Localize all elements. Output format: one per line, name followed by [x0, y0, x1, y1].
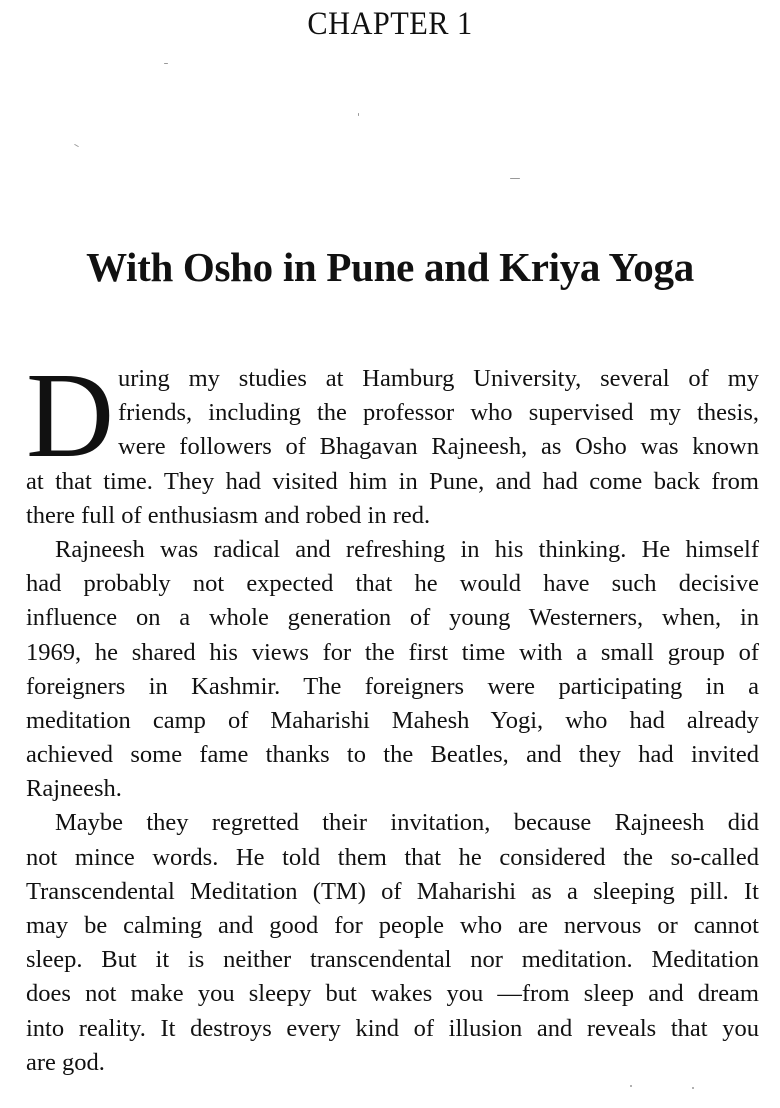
scan-speck — [510, 178, 520, 179]
text-line: into reality. It destroys every kind of illusion and reveals that you — [26, 1014, 759, 1042]
text-line: sleep. But it is neither transcendental nor meditation. Meditation — [26, 946, 759, 974]
text-line: meditation camp of Maharishi Mahesh Yogi, who had already — [26, 706, 759, 734]
scan-speck — [164, 63, 168, 64]
text-line: friends, including the professor who supervised my thesis, — [118, 399, 759, 427]
text-line: there full of enthusiasm and robed in red. — [26, 501, 431, 529]
text-line: not mince words. He told them that he considered the so-called — [26, 843, 759, 871]
scan-speck — [358, 113, 359, 116]
text-line: Maybe they regretted their invitation, because Rajneesh did — [55, 809, 759, 837]
text-line: Rajneesh was radical and refreshing in his thinking. He himself — [55, 535, 759, 563]
scan-speck — [692, 1087, 694, 1089]
body-text — [26, 348, 759, 1080]
text-line: Transcendental Meditation (TM) of Maharishi as a sleeping pill. It — [26, 877, 759, 905]
text-line: 1969, he shared his views for the first time with a small group of — [26, 638, 759, 666]
text-line: influence on a whole generation of young Westerners, when, in — [26, 604, 759, 632]
chapter-title: With Osho in Pune and Kriya Yoga — [86, 244, 694, 290]
text-line: Rajneesh. — [26, 775, 122, 803]
text-line: at that time. They had visited him in Pune, and had come back from — [26, 467, 759, 495]
text-line: uring my studies at Hamburg University, several of my — [118, 365, 759, 392]
text-line: does not make you sleepy but wakes you —from sleep and dream — [26, 980, 759, 1008]
text-line: may be calming and good for people who are nervous or cannot — [26, 912, 759, 939]
paragraph-3 — [26, 806, 759, 1080]
text-line: achieved some fame thanks to the Beatles, and they had invited — [26, 741, 759, 769]
text-line: were followers of Bhagavan Rajneesh, as Osho was known — [118, 433, 759, 461]
scan-speck — [74, 144, 79, 147]
drop-cap: D — [26, 348, 115, 483]
chapter-label: CHAPTER 1 — [307, 6, 473, 42]
scan-speck — [630, 1085, 632, 1087]
paragraph-2 — [26, 533, 759, 807]
text-line: had probably not expected that he would have such decisive — [26, 570, 759, 598]
paragraph-1 — [26, 348, 759, 533]
text-line: foreigners in Kashmir. The foreigners were participating in a — [26, 672, 759, 700]
text-line: are god. — [26, 1048, 105, 1076]
